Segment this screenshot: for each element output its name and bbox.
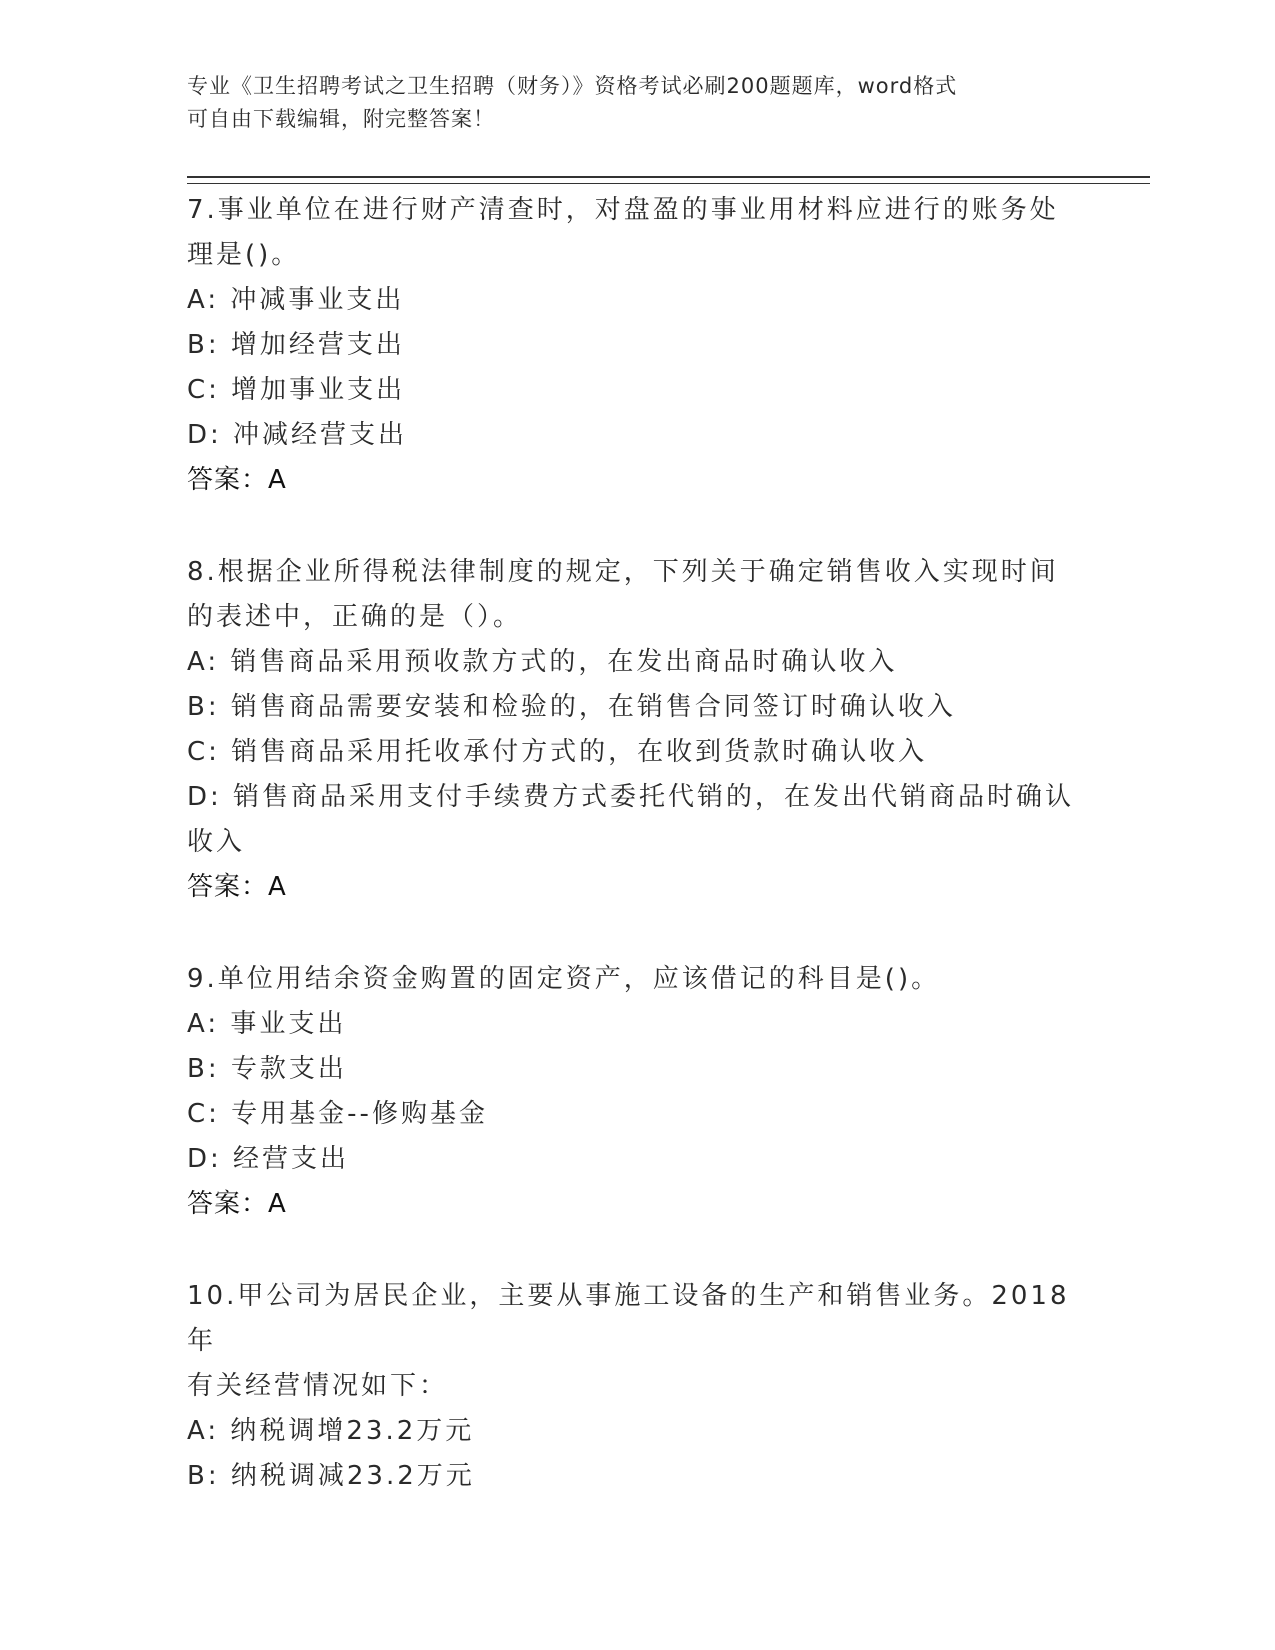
option-d: D: 经营支出 xyxy=(187,1144,350,1174)
header-divider-thick xyxy=(187,176,1150,178)
question-8 xyxy=(187,550,1087,910)
option-d-continued: 收入 xyxy=(187,827,246,857)
spacer xyxy=(187,1227,1087,1274)
answer: 答案：A xyxy=(187,872,287,902)
question-text-line: 有关经营情况如下： xyxy=(187,1371,449,1401)
question-text-line: 理是()。 xyxy=(187,240,301,270)
spacer xyxy=(187,910,1087,957)
option-b: B: 销售商品需要安装和检验的，在销售合同签订时确认收入 xyxy=(187,692,956,722)
option-a: A: 事业支出 xyxy=(187,1009,347,1039)
question-text-line: 7.事业单位在进行财产清查时，对盘盈的事业用材料应进行的账务处 xyxy=(187,195,1059,225)
option-c: C: 专用基金--修购基金 xyxy=(187,1099,488,1129)
question-text-line: 10.甲公司为居民企业，主要从事施工设备的生产和销售业务。2018年 xyxy=(187,1281,1070,1356)
question-list xyxy=(187,188,1087,1499)
question-text-line: 8.根据企业所得税法律制度的规定，下列关于确定销售收入实现时间 xyxy=(187,557,1059,587)
question-7 xyxy=(187,188,1087,503)
option-b: B: 增加经营支出 xyxy=(187,330,405,360)
header-line-2: 可自由下载编辑，附完整答案！ xyxy=(187,107,495,131)
spacer xyxy=(187,503,1087,550)
question-text-line: 9.单位用结余资金购置的固定资产，应该借记的科目是()。 xyxy=(187,964,941,994)
document-header xyxy=(187,70,1067,136)
header-line-1: 专业《卫生招聘考试之卫生招聘（财务）》资格考试必刷200题题库，word格式 xyxy=(187,74,958,98)
option-c: C: 销售商品采用托收承付方式的，在收到货款时确认收入 xyxy=(187,737,928,767)
question-10 xyxy=(187,1274,1087,1499)
option-a: A: 冲减事业支出 xyxy=(187,285,405,315)
option-c: C: 增加事业支出 xyxy=(187,375,406,405)
question-9 xyxy=(187,957,1087,1227)
answer: 答案：A xyxy=(187,465,287,495)
answer: 答案：A xyxy=(187,1189,287,1219)
header-divider-thin xyxy=(187,183,1150,184)
option-b: B: 纳税调减23.2万元 xyxy=(187,1461,475,1491)
option-d: D: 销售商品采用支付手续费方式委托代销的，在发出代销商品时确认 xyxy=(187,782,1075,812)
question-text-line: 的表述中，正确的是（）。 xyxy=(187,602,523,632)
option-b: B: 专款支出 xyxy=(187,1054,347,1084)
option-a: A: 销售商品采用预收款方式的，在发出商品时确认收入 xyxy=(187,647,898,677)
option-a: A: 纳税调增23.2万元 xyxy=(187,1416,475,1446)
option-d: D: 冲减经营支出 xyxy=(187,420,408,450)
